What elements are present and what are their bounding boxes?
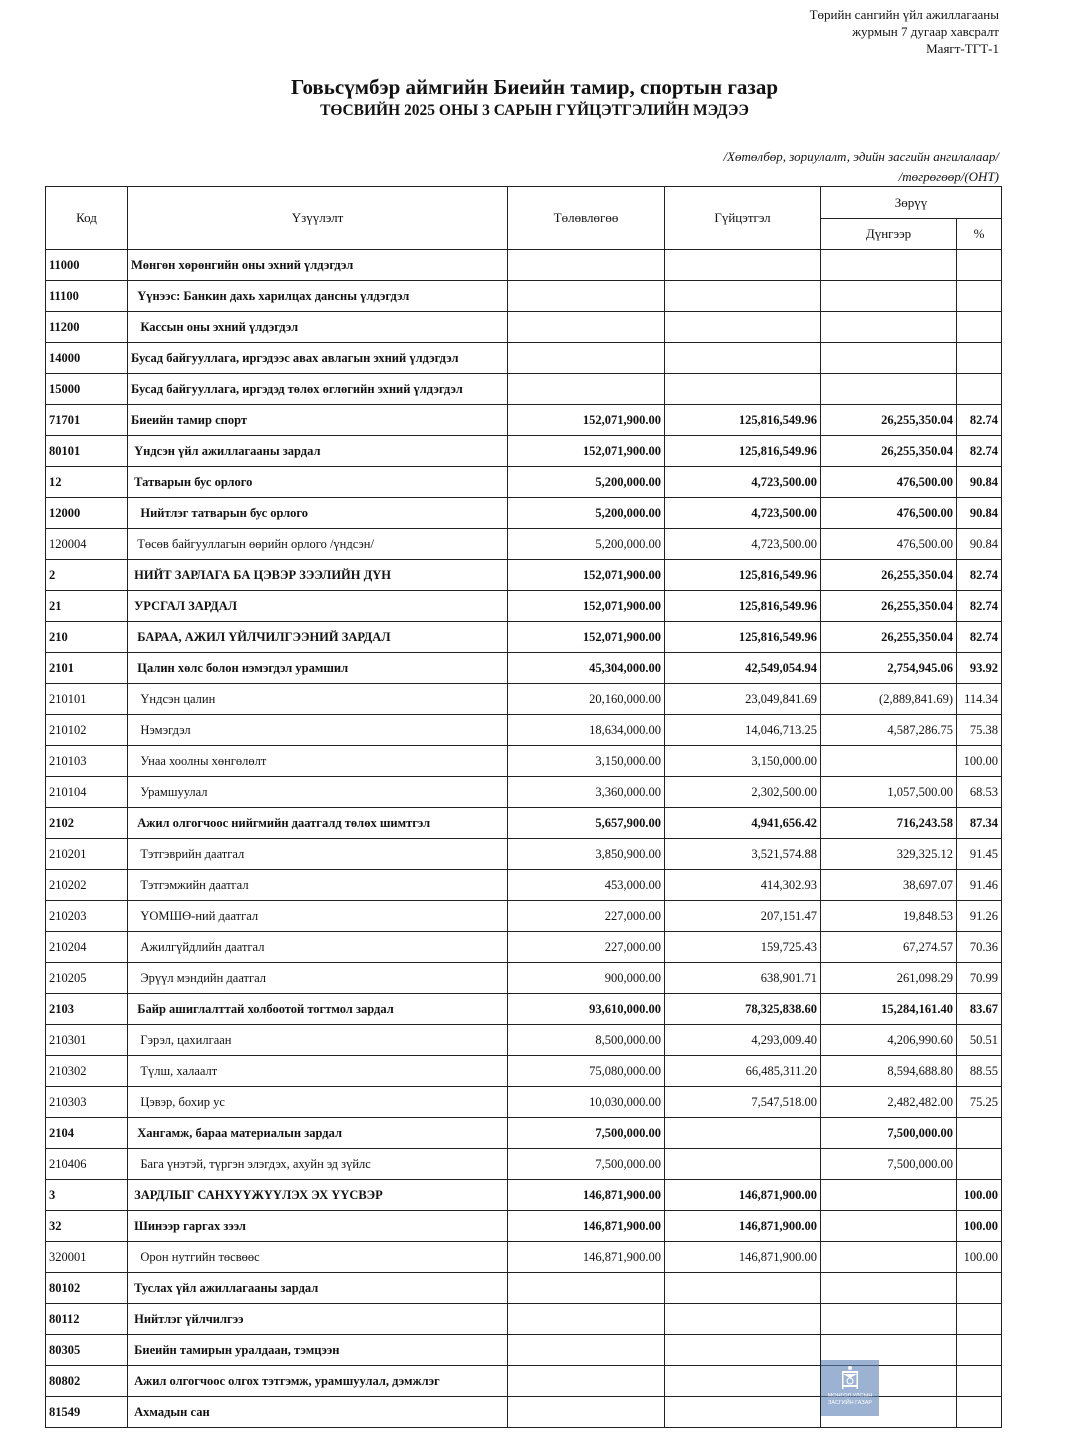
cell-indicator: Унаа хоолны хөнгөлөлт (128, 746, 508, 777)
cell-actual (665, 1366, 821, 1397)
table-row (46, 653, 1002, 684)
cell-actual: 125,816,549.96 (665, 622, 821, 653)
table-row (46, 1211, 1002, 1242)
cell-difference-percent: 88.55 (957, 1056, 1002, 1087)
cell-actual: 42,549,054.94 (665, 653, 821, 684)
cell-difference-percent: 82.74 (957, 622, 1002, 653)
header-difference-amount: Дүнгээр (821, 219, 957, 250)
cell-difference-amount: 38,697.07 (821, 870, 957, 901)
cell-actual (665, 250, 821, 281)
cell-indicator: Бага үнэтэй, түргэн элэгдэх, ахуйн эд зүйлс (128, 1149, 508, 1180)
table-row (46, 312, 1002, 343)
cell-actual (665, 374, 821, 405)
cell-actual: 66,485,311.20 (665, 1056, 821, 1087)
classification-note-line-2: /төгрөгөөр/(ОНТ) (898, 169, 999, 184)
cell-code: 11000 (46, 250, 128, 281)
table-row (46, 405, 1002, 436)
cell-indicator: Нийтлэг үйлчилгээ (128, 1304, 508, 1335)
cell-plan: 152,071,900.00 (508, 622, 665, 653)
cell-difference-percent (957, 281, 1002, 312)
cell-indicator: Эрүүл мэндийн даатгал (128, 963, 508, 994)
cell-plan: 152,071,900.00 (508, 591, 665, 622)
cell-actual: 146,871,900.00 (665, 1180, 821, 1211)
cell-difference-amount: 7,500,000.00 (821, 1149, 957, 1180)
cell-plan: 45,304,000.00 (508, 653, 665, 684)
cell-indicator: Урамшуулал (128, 777, 508, 808)
cell-difference-percent: 83.67 (957, 994, 1002, 1025)
cell-code: 80102 (46, 1273, 128, 1304)
cell-indicator: Биеийн тамир спорт (128, 405, 508, 436)
cell-plan: 146,871,900.00 (508, 1211, 665, 1242)
cell-difference-amount: 329,325.12 (821, 839, 957, 870)
cell-difference-amount (821, 746, 957, 777)
table-row (46, 1180, 1002, 1211)
cell-actual: 4,723,500.00 (665, 467, 821, 498)
cell-plan: 20,160,000.00 (508, 684, 665, 715)
table-row (46, 1273, 1002, 1304)
cell-actual: 3,150,000.00 (665, 746, 821, 777)
cell-plan: 3,850,900.00 (508, 839, 665, 870)
cell-actual (665, 1335, 821, 1366)
table-row (46, 808, 1002, 839)
table-row (46, 529, 1002, 560)
cell-actual: 414,302.93 (665, 870, 821, 901)
cell-indicator: БАРАА, АЖИЛ ҮЙЛЧИЛГЭЭНИЙ ЗАРДАЛ (128, 622, 508, 653)
cell-difference-percent (957, 374, 1002, 405)
table-row (46, 715, 1002, 746)
table-row (46, 591, 1002, 622)
cell-difference-percent: 90.84 (957, 529, 1002, 560)
cell-actual: 4,941,656.42 (665, 808, 821, 839)
cell-actual: 125,816,549.96 (665, 560, 821, 591)
cell-code: 210406 (46, 1149, 128, 1180)
table-row (46, 870, 1002, 901)
cell-code: 210301 (46, 1025, 128, 1056)
cell-plan: 152,071,900.00 (508, 436, 665, 467)
table-row (46, 1304, 1002, 1335)
cell-difference-amount: 2,482,482.00 (821, 1087, 957, 1118)
budget-table-body (46, 250, 1002, 1428)
cell-difference-amount (821, 312, 957, 343)
cell-indicator: Түлш, халаалт (128, 1056, 508, 1087)
table-row (46, 1087, 1002, 1118)
table-row (46, 498, 1002, 529)
cell-plan: 7,500,000.00 (508, 1118, 665, 1149)
organization-title: Говьсүмбэр аймгийн Биеийн тамир, спортын газар (290, 75, 779, 99)
cell-indicator: Биеийн тамирын уралдаан, тэмцээн (128, 1335, 508, 1366)
cell-code: 120004 (46, 529, 128, 560)
cell-actual: 4,723,500.00 (665, 529, 821, 560)
cell-indicator: Туслах үйл ажиллагааны зардал (128, 1273, 508, 1304)
document-title (0, 74, 1069, 122)
cell-plan (508, 1273, 665, 1304)
cell-code: 11100 (46, 281, 128, 312)
cell-difference-percent: 91.26 (957, 901, 1002, 932)
table-row (46, 1056, 1002, 1087)
cell-difference-percent: 87.34 (957, 808, 1002, 839)
cell-plan: 227,000.00 (508, 932, 665, 963)
annex-line-2: журмын 7 дугаар хавсралт (852, 24, 999, 39)
table-row (46, 343, 1002, 374)
cell-difference-amount: 4,206,990.60 (821, 1025, 957, 1056)
cell-difference-amount (821, 374, 957, 405)
table-row (46, 467, 1002, 498)
cell-indicator: Ажил олгогчоос олгох тэтгэмж, урамшуулал, дэмжлэг (128, 1366, 508, 1397)
cell-code: 15000 (46, 374, 128, 405)
cell-indicator: Үндсэн цалин (128, 684, 508, 715)
header-actual: Гүйцэтгэл (665, 187, 821, 250)
cell-indicator: Кассын оны эхний үлдэгдэл (128, 312, 508, 343)
cell-difference-amount (821, 1180, 957, 1211)
cell-actual: 125,816,549.96 (665, 405, 821, 436)
table-row (46, 622, 1002, 653)
cell-actual: 14,046,713.25 (665, 715, 821, 746)
cell-code: 210302 (46, 1056, 128, 1087)
cell-indicator: Бусад байгууллага, иргэдээс авах авлагын эхний үлдэгдэл (128, 343, 508, 374)
cell-actual: 78,325,838.60 (665, 994, 821, 1025)
cell-difference-percent: 91.46 (957, 870, 1002, 901)
cell-indicator: Үүнээс: Банкин дахь харилцах дансны үлдэгдэл (128, 281, 508, 312)
cell-difference-percent (957, 1366, 1002, 1397)
cell-difference-percent (957, 1273, 1002, 1304)
cell-code: 32 (46, 1211, 128, 1242)
cell-difference-percent: 75.38 (957, 715, 1002, 746)
cell-indicator: Орон нутгийн төсвөөс (128, 1242, 508, 1273)
table-row (46, 281, 1002, 312)
cell-difference-amount (821, 1273, 957, 1304)
cell-plan (508, 312, 665, 343)
cell-actual (665, 1118, 821, 1149)
cell-code: 81549 (46, 1397, 128, 1428)
cell-difference-percent (957, 250, 1002, 281)
cell-actual: 2,302,500.00 (665, 777, 821, 808)
budget-table (45, 186, 1002, 1428)
cell-code: 210103 (46, 746, 128, 777)
cell-plan (508, 1304, 665, 1335)
cell-difference-percent: 100.00 (957, 1211, 1002, 1242)
cell-plan: 5,657,900.00 (508, 808, 665, 839)
cell-code: 12000 (46, 498, 128, 529)
cell-difference-amount: 476,500.00 (821, 498, 957, 529)
cell-difference-amount: 4,587,286.75 (821, 715, 957, 746)
cell-indicator: Байр ашиглалттай холбоотой тогтмол зардал (128, 994, 508, 1025)
cell-indicator: Тэтгэмжийн даатгал (128, 870, 508, 901)
cell-difference-percent: 100.00 (957, 1242, 1002, 1273)
cell-plan: 152,071,900.00 (508, 560, 665, 591)
cell-code: 210104 (46, 777, 128, 808)
cell-indicator: Тэтгэврийн даатгал (128, 839, 508, 870)
cell-difference-amount (821, 343, 957, 374)
budget-table-header (46, 187, 1002, 250)
cell-actual: 159,725.43 (665, 932, 821, 963)
cell-plan: 146,871,900.00 (508, 1180, 665, 1211)
cell-code: 2103 (46, 994, 128, 1025)
cell-difference-percent: 68.53 (957, 777, 1002, 808)
cell-indicator: Нийтлэг татварын бус орлого (128, 498, 508, 529)
table-row (46, 1025, 1002, 1056)
cell-plan: 453,000.00 (508, 870, 665, 901)
cell-plan: 7,500,000.00 (508, 1149, 665, 1180)
cell-code: 14000 (46, 343, 128, 374)
header-difference: Зөрүү (821, 187, 1002, 219)
classification-note (723, 147, 999, 187)
cell-difference-percent: 82.74 (957, 436, 1002, 467)
cell-indicator: ҮОМШӨ-ний даатгал (128, 901, 508, 932)
table-row (46, 1242, 1002, 1273)
cell-difference-percent: 70.36 (957, 932, 1002, 963)
header-difference-percent: % (957, 219, 1002, 250)
cell-difference-amount: 2,754,945.06 (821, 653, 957, 684)
cell-difference-percent: 70.99 (957, 963, 1002, 994)
cell-plan: 5,200,000.00 (508, 529, 665, 560)
cell-actual (665, 343, 821, 374)
cell-code: 210303 (46, 1087, 128, 1118)
cell-indicator: Татварын бус орлого (128, 467, 508, 498)
cell-difference-amount: 8,594,688.80 (821, 1056, 957, 1087)
cell-difference-amount: 26,255,350.04 (821, 591, 957, 622)
cell-difference-amount: 476,500.00 (821, 467, 957, 498)
cell-actual (665, 1273, 821, 1304)
cell-plan (508, 374, 665, 405)
cell-indicator: Ахмадын сан (128, 1397, 508, 1428)
cell-actual: 125,816,549.96 (665, 591, 821, 622)
cell-difference-percent: 114.34 (957, 684, 1002, 715)
table-row (46, 374, 1002, 405)
cell-plan: 75,080,000.00 (508, 1056, 665, 1087)
table-row (46, 746, 1002, 777)
cell-code: 71701 (46, 405, 128, 436)
table-row (46, 963, 1002, 994)
cell-difference-amount (821, 1242, 957, 1273)
cell-actual (665, 281, 821, 312)
cell-indicator: Цалин хөлс болон нэмэгдэл урамшил (128, 653, 508, 684)
cell-indicator: Төсөв байгууллагын өөрийн орлого /үндсэн/ (128, 529, 508, 560)
cell-plan: 5,200,000.00 (508, 467, 665, 498)
cell-actual: 23,049,841.69 (665, 684, 821, 715)
cell-plan: 8,500,000.00 (508, 1025, 665, 1056)
cell-code: 210 (46, 622, 128, 653)
government-seal (821, 1360, 879, 1416)
classification-note-line-1: /Хөтөлбөр, зориулалт, эдийн засгийн ангилалаар/ (723, 149, 999, 164)
cell-difference-percent: 93.92 (957, 653, 1002, 684)
table-row (46, 436, 1002, 467)
cell-actual: 638,901.71 (665, 963, 821, 994)
cell-code: 21 (46, 591, 128, 622)
cell-actual: 7,547,518.00 (665, 1087, 821, 1118)
cell-difference-amount (821, 250, 957, 281)
cell-actual: 4,293,009.40 (665, 1025, 821, 1056)
cell-difference-amount: 67,274.57 (821, 932, 957, 963)
cell-indicator: Ажилгүйдлийн даатгал (128, 932, 508, 963)
cell-plan (508, 1397, 665, 1428)
cell-code: 80112 (46, 1304, 128, 1335)
cell-difference-amount: 19,848.53 (821, 901, 957, 932)
table-row (46, 901, 1002, 932)
cell-actual: 3,521,574.88 (665, 839, 821, 870)
header-plan: Төлөвлөгөө (508, 187, 665, 250)
cell-difference-amount: 15,284,161.40 (821, 994, 957, 1025)
cell-difference-amount: 26,255,350.04 (821, 436, 957, 467)
seal-text-2: ЗАСГИЙН ГАЗАР (827, 1400, 873, 1406)
cell-difference-percent: 82.74 (957, 591, 1002, 622)
cell-difference-percent (957, 1397, 1002, 1428)
soyombo-emblem-icon (841, 1365, 859, 1391)
cell-plan (508, 250, 665, 281)
cell-difference-percent: 90.84 (957, 498, 1002, 529)
cell-indicator: Мөнгөн хөрөнгийн оны эхний үлдэгдэл (128, 250, 508, 281)
cell-code: 210204 (46, 932, 128, 963)
cell-difference-percent (957, 1335, 1002, 1366)
cell-difference-amount (821, 1211, 957, 1242)
annex-line-3: Маягт-ТГТ-1 (926, 41, 999, 56)
table-row (46, 839, 1002, 870)
header-code: Код (46, 187, 128, 250)
cell-plan: 152,071,900.00 (508, 405, 665, 436)
cell-difference-amount: (2,889,841.69) (821, 684, 957, 715)
cell-plan: 18,634,000.00 (508, 715, 665, 746)
table-row (46, 994, 1002, 1025)
cell-plan: 5,200,000.00 (508, 498, 665, 529)
cell-code: 80802 (46, 1366, 128, 1397)
cell-code: 210205 (46, 963, 128, 994)
cell-actual (665, 312, 821, 343)
table-row (46, 560, 1002, 591)
cell-actual (665, 1304, 821, 1335)
cell-difference-percent (957, 312, 1002, 343)
cell-difference-percent (957, 1304, 1002, 1335)
table-row (46, 932, 1002, 963)
cell-plan: 900,000.00 (508, 963, 665, 994)
cell-difference-amount: 26,255,350.04 (821, 405, 957, 436)
cell-plan (508, 1366, 665, 1397)
cell-code: 210101 (46, 684, 128, 715)
cell-indicator: Шинээр гаргах зээл (128, 1211, 508, 1242)
cell-difference-amount: 26,255,350.04 (821, 560, 957, 591)
cell-code: 2 (46, 560, 128, 591)
annex-reference (810, 6, 999, 57)
cell-code: 2102 (46, 808, 128, 839)
cell-actual: 207,151.47 (665, 901, 821, 932)
cell-indicator: НИЙТ ЗАРЛАГА БА ЦЭВЭР ЗЭЭЛИЙН ДҮН (128, 560, 508, 591)
cell-difference-amount (821, 1304, 957, 1335)
cell-plan: 10,030,000.00 (508, 1087, 665, 1118)
cell-code: 3 (46, 1180, 128, 1211)
table-row (46, 684, 1002, 715)
cell-difference-amount (821, 281, 957, 312)
annex-line-1: Төрийн сангийн үйл ажиллагааны (809, 7, 999, 22)
cell-code: 11200 (46, 312, 128, 343)
cell-actual: 146,871,900.00 (665, 1242, 821, 1273)
table-row (46, 1118, 1002, 1149)
cell-actual: 125,816,549.96 (665, 436, 821, 467)
cell-actual (665, 1149, 821, 1180)
cell-indicator: Нэмэгдэл (128, 715, 508, 746)
header-indicator: Үзүүлэлт (128, 187, 508, 250)
cell-difference-amount: 716,243.58 (821, 808, 957, 839)
cell-actual: 146,871,900.00 (665, 1211, 821, 1242)
cell-code: 210201 (46, 839, 128, 870)
cell-difference-percent (957, 1118, 1002, 1149)
table-row (46, 777, 1002, 808)
cell-actual: 4,723,500.00 (665, 498, 821, 529)
cell-difference-percent (957, 343, 1002, 374)
cell-difference-amount: 7,500,000.00 (821, 1118, 957, 1149)
cell-plan: 93,610,000.00 (508, 994, 665, 1025)
seal-text-1: МОНГОЛ УЛСЫН (827, 1393, 873, 1399)
cell-difference-amount: 261,098.29 (821, 963, 957, 994)
cell-difference-amount: 476,500.00 (821, 529, 957, 560)
cell-difference-percent: 100.00 (957, 1180, 1002, 1211)
cell-indicator: Гэрэл, цахилгаан (128, 1025, 508, 1056)
cell-plan (508, 343, 665, 374)
cell-indicator: Цэвэр, бохир ус (128, 1087, 508, 1118)
cell-code: 2104 (46, 1118, 128, 1149)
cell-difference-amount: 1,057,500.00 (821, 777, 957, 808)
cell-indicator: УРСГАЛ ЗАРДАЛ (128, 591, 508, 622)
cell-indicator: ЗАРДЛЫГ САНХҮҮЖҮҮЛЭХ ЭХ ҮҮСВЭР (128, 1180, 508, 1211)
cell-difference-percent: 90.84 (957, 467, 1002, 498)
cell-code: 80101 (46, 436, 128, 467)
cell-indicator: Бусад байгууллага, иргэдэд төлөх өглөгийн эхний үлдэгдэл (128, 374, 508, 405)
cell-code: 210102 (46, 715, 128, 746)
table-row (46, 1149, 1002, 1180)
cell-difference-percent: 82.74 (957, 560, 1002, 591)
cell-plan (508, 281, 665, 312)
cell-difference-percent: 75.25 (957, 1087, 1002, 1118)
cell-code: 80305 (46, 1335, 128, 1366)
cell-plan (508, 1335, 665, 1366)
cell-plan: 227,000.00 (508, 901, 665, 932)
cell-plan: 3,150,000.00 (508, 746, 665, 777)
cell-code: 12 (46, 467, 128, 498)
cell-actual (665, 1397, 821, 1428)
cell-plan: 3,360,000.00 (508, 777, 665, 808)
cell-difference-amount: 26,255,350.04 (821, 622, 957, 653)
cell-indicator: Хангамж, бараа материалын зардал (128, 1118, 508, 1149)
cell-difference-percent: 50.51 (957, 1025, 1002, 1056)
cell-code: 320001 (46, 1242, 128, 1273)
cell-difference-percent (957, 1149, 1002, 1180)
cell-difference-percent: 82.74 (957, 405, 1002, 436)
cell-indicator: Үндсэн үйл ажиллагааны зардал (128, 436, 508, 467)
cell-difference-percent: 91.45 (957, 839, 1002, 870)
cell-indicator: Ажил олгогчоос нийгмийн даатгалд төлөх шимтгэл (128, 808, 508, 839)
table-row (46, 250, 1002, 281)
cell-difference-percent: 100.00 (957, 746, 1002, 777)
cell-code: 210202 (46, 870, 128, 901)
cell-plan: 146,871,900.00 (508, 1242, 665, 1273)
cell-code: 2101 (46, 653, 128, 684)
report-title: ТӨСВИЙН 2025 ОНЫ 3 САРЫН ГҮЙЦЭТГЭЛИЙН МЭДЭЭ (320, 102, 749, 119)
cell-code: 210203 (46, 901, 128, 932)
